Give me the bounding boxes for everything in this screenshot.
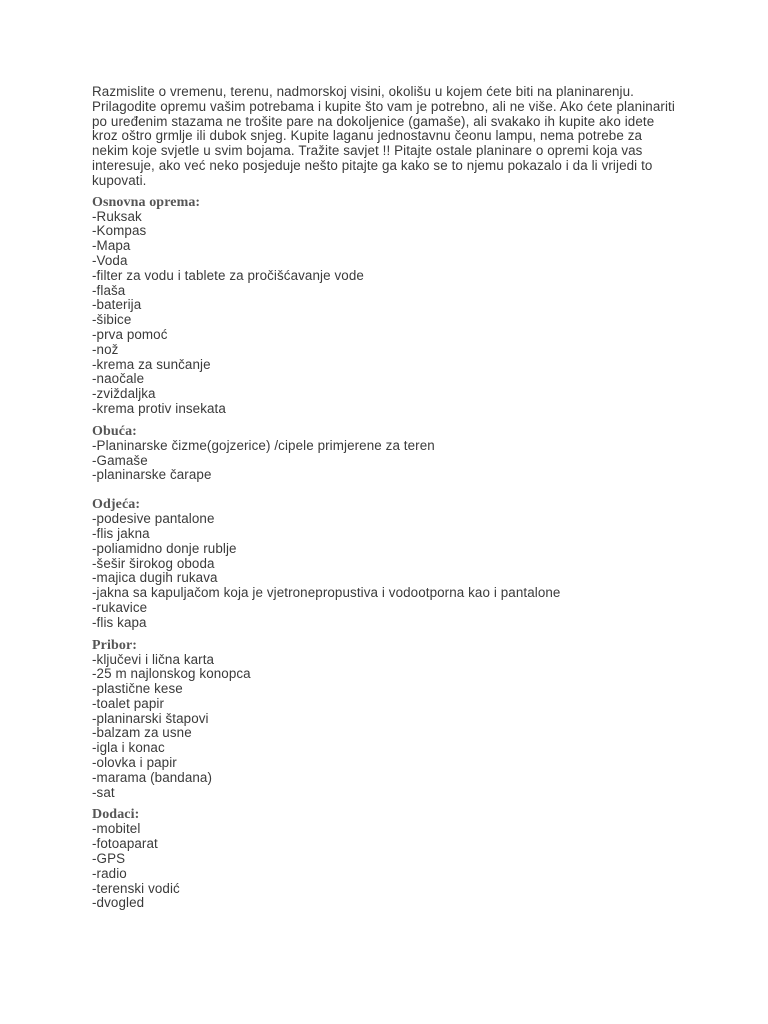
list-item: -flis jakna [92,525,150,541]
list-item: -sat [92,784,115,800]
intro-line: interesuje, ako već neko posjeduje nešto pitajte ga kako se to njemu pokazalo i da li vrijedi to [92,157,653,173]
list-item: -fotoaparat [92,836,158,852]
list-item: -Kompas [92,223,147,239]
section-clothing [92,497,692,630]
list-item: -marama (bandana) [92,769,213,785]
intro-paragraph [92,84,675,189]
section-heading: Osnovna oprema: [92,194,201,210]
list-item: -krema za sunčanje [92,356,211,372]
list-item: -šibice [92,312,132,328]
list-item: -naočale [92,371,145,387]
intro-line: kupovati. [92,172,147,188]
list-item: -terenski vodić [92,880,180,896]
list-item: -igla i konac [92,740,165,756]
list-item: -Voda [92,252,128,268]
list-item: -ključevi i lična karta [92,651,215,667]
list-item: -GPS [92,851,126,867]
list-item: -plastične kese [92,681,183,697]
list-item: -Ruksak [92,208,142,224]
list-item: -jakna sa kapuljačom koja je vjetronepropustiva i vodootporna kao i pantalone [92,585,561,601]
list-item: -balzam za usne [92,725,192,741]
list-item: -baterija [92,297,142,313]
list-item: -planinarske čarape [92,467,212,483]
list-item: -flaša [92,282,126,298]
document-page [92,85,692,911]
section-accessories [92,638,692,801]
list-item: -rukavice [92,599,148,615]
list-item: -25 m najlonskog konopca [92,666,251,682]
list-item: -flis kapa [92,614,147,630]
intro-line: nekim koje svjetle u svim bojama. Tražite savjet !! Pitajte ostale planinare o opremi koja vas [92,143,643,159]
list-item: -zviždaljka [92,386,156,402]
section-heading: Pribor: [92,637,138,653]
intro-line: Razmislite o vremenu, terenu, nadmorskoj visini, okolišu u kojem ćete biti na planinarenju. [92,84,635,99]
intro-line: kroz oštro grmlje ili dubok snjeg. Kupite laganu jednostavnu čeonu lampu, nema potrebe za [92,128,643,144]
list-item: -olovka i papir [92,755,177,771]
list-item: -majica dugih rukava [92,570,218,586]
list-item: -krema protiv insekata [92,400,226,416]
list-item: -Gamaše [92,452,148,468]
list-item: -poliamidno donje rublje [92,540,237,556]
list-item: -dvogled [92,895,145,911]
list-item: -planinarski štapovi [92,710,209,726]
list-item: -nož [92,341,119,357]
list-item: -šešir širokog oboda [92,555,215,571]
section-heading: Obuća: [92,423,137,439]
list-item: -toalet papir [92,695,165,711]
section-basic-equipment [92,195,692,417]
list-item: -podesive pantalone [92,511,215,527]
intro-line: po uređenim stazama ne trošite pare na dokoljenice (gamaše), ali svakako ih kupite ako idete [92,113,655,129]
list-item: -radio [92,865,127,881]
section-footwear [92,424,692,483]
list-item: -Planinarske čizme(gojzerice) /cipele primjerene za teren [92,437,435,453]
list-item: -prva pomoć [92,326,168,342]
list-item: -filter za vodu i tablete za pročišćavanje vode [92,267,364,283]
list-item: -Mapa [92,238,131,254]
intro-line: Prilagodite opremu vašim potrebama i kupite što vam je potrebno, ali ne više. Ako ćete planinariti [92,98,675,114]
section-extras [92,807,692,911]
section-heading: Odjeća: [92,497,141,513]
list-item: -mobitel [92,821,141,837]
section-heading: Dodaci: [92,807,140,823]
